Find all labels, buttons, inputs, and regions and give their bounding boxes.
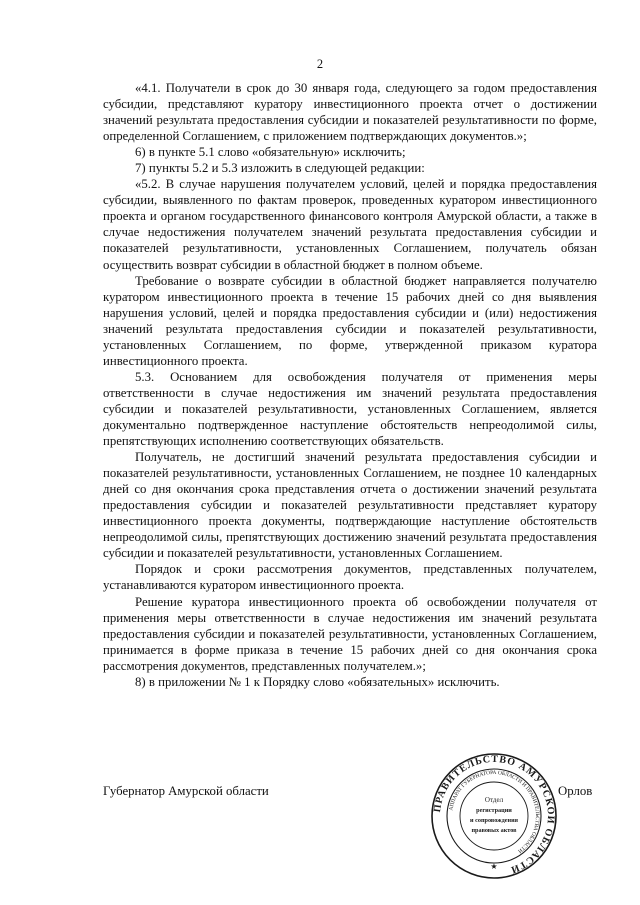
paragraph-5-2: «5.2. В случае нарушения получателем условий, целей и порядка предоставления субсидии, выявленного по фактам проверок, проведенных куратором инвестиционного проекта и органом государственного финансового контроля Амурской области, а также в случае недостижения получателем значений результата предоставления субсидии и показателей результативности, установленных Соглашением, получатель обязан осуществить возврат субсидии в областной бюджет в полном объеме. — [103, 177, 597, 272]
page-number: 2 — [316, 57, 324, 71]
paragraph-5-3: 5.3. Основанием для освобождения получателя от применения меры ответственности в случае недостижения им значений результата предоставления субсидии и показателей результативности, установленных Соглашением, является документально подтвержденное наступление обстоятельств непреодолимой силы, препятствующих исполнению соответствующих обязательств. — [103, 369, 597, 449]
paragraph-review-procedure: Порядок и сроки рассмотрения документов, представленных получателем, устанавливаются куратором инвестиционного проекта. — [103, 562, 597, 593]
signature-name: Орлов — [558, 784, 593, 798]
paragraph-refund-requirement: Требование о возврате субсидии в областной бюджет направляется получателю куратором инвестиционного проекта в течение 15 рабочих дней со дня выявления нарушения условий, целей и порядка предоставления субсидии и (или) недостижения значений результата предоставления субсидии и показателей результативности, установленных Соглашением, по форме, утвержденной приказом куратора инвестиционного проекта. — [103, 273, 597, 368]
paragraph-curator-decision: Решение куратора инвестиционного проекта об освобождении получателя от применения меры ответственности в случае недостижения им значений результата предоставления субсидии и показателей результативности, установленных Соглашением, принимается в форме приказа в течение 15 рабочих дней со дня окончания срока рассмотрения документов, представленных получателем.»; — [103, 594, 597, 673]
stamp-outer-text: ПРАВИТЕЛЬСТВО АМУРСКОЙ ОБЛАСТИ — [432, 753, 557, 876]
paragraph-recipient-documents: Получатель, не достигший значений результата предоставления субсидии и показателей результативности, установленных Соглашением, не позднее 10 календарных дней со дня окончания срока представления отчета о достижении значений результата предоставления субсидии и показателей результативности представляет куратору инвестиционного проекта документы, подтверждающие наступление обстоятельств непреодолимой силы, препятствующих достижению значений результата предоставления субсидии и показателей результативности, установленных Соглашением. — [103, 450, 597, 561]
signature-title: Губернатор Амурской области — [103, 784, 269, 798]
stamp-middle-ring — [447, 769, 541, 863]
paragraph-item-7: 7) пункты 5.2 и 5.3 изложить в следующей редакции: — [135, 161, 425, 176]
stamp-center-line-4: правовых актов — [471, 827, 517, 834]
stamp-inner-ring — [460, 782, 528, 850]
paragraph-4-1: «4.1. Получатели в срок до 30 января года, следующего за годом предоставления субсидии, представляют куратору инвестиционного проекта отчет о достижении значений результата предоставления субсидии и показателей результативности по форме, определенной Соглашением, с приложением подтверждающих документов.»; — [103, 81, 597, 144]
stamp-star-icon: ★ — [490, 862, 498, 871]
stamp-center-line-3: и сопровождения — [470, 817, 518, 824]
official-stamp — [430, 752, 558, 880]
stamp-inner-text: АППАРАТ ГУБЕРНАТОРА ОБЛАСТИ И ПРАВИТЕЛЬСТВА ОБЛАСТИ — [448, 769, 541, 854]
document-body — [103, 80, 597, 690]
stamp-center-line-2: регистрации — [476, 807, 512, 814]
paragraph-item-6: 6) в пункте 5.1 слово «обязательную» исключить; — [135, 145, 406, 160]
stamp-center-line-1: Отдел — [484, 796, 504, 804]
paragraph-item-8: 8) в приложении № 1 к Порядку слово «обязательных» исключить. — [135, 674, 500, 689]
